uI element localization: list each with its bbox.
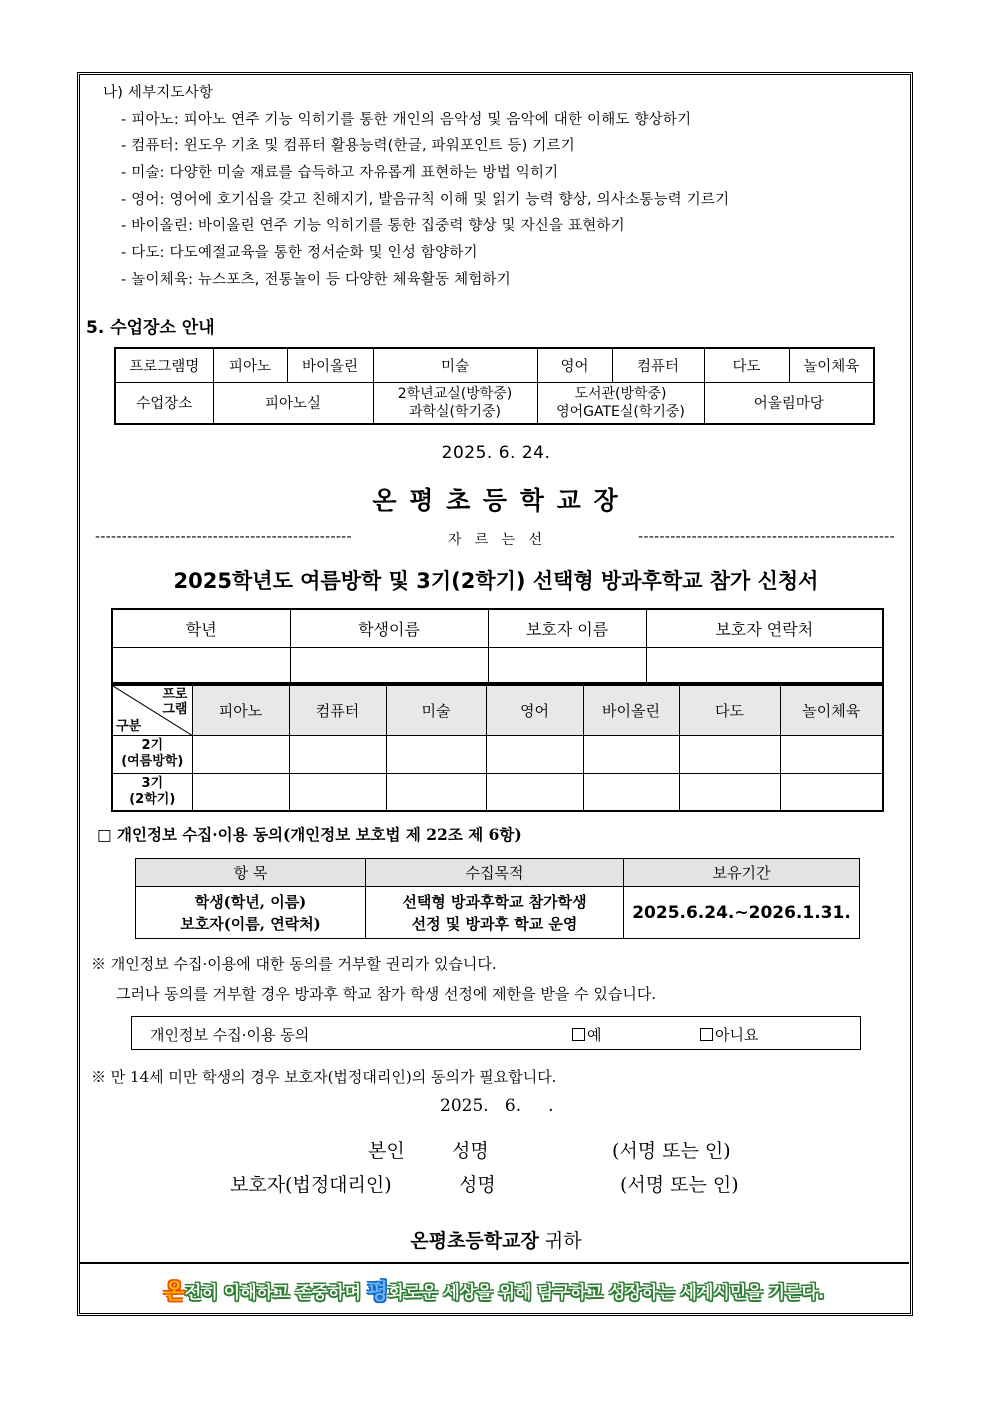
- venue-loc-art-vacation: 2학년교실(방학중): [397, 385, 513, 402]
- venue-loc-piano-violin: 피아노실: [213, 382, 373, 424]
- detail-item-english: - 영어: 영어에 호기심을 갖고 친해지기, 발음규칙 이해 및 읽기 능력 향상, 의사소통능력 기르기: [121, 192, 730, 208]
- detail-item-violin: - 바이올린: 바이올린 연주 기능 익히기를 통한 집중력 향상 및 자신을 표현하기: [121, 218, 625, 234]
- guardian-name-label: 성명: [459, 1174, 496, 1196]
- self-sign-hint: (서명 또는 인): [612, 1140, 731, 1162]
- detail-item-art: - 미술: 다양한 미술 재료를 습득하고 자유롭게 표현하는 방법 익히기: [121, 165, 559, 181]
- venue-header-location: 수업장소: [115, 382, 213, 424]
- program-header-piano: 피아노: [192, 685, 289, 735]
- privacy-header-purpose: 수집목적: [366, 859, 624, 887]
- recipient: [0, 1226, 992, 1253]
- privacy-header-item: 항 목: [136, 859, 366, 887]
- term2-pe-cell[interactable]: [780, 735, 883, 773]
- consent-no-checkbox[interactable]: [700, 1028, 713, 1041]
- detail-item-computer: - 컴퓨터: 윈도우 기초 및 컴퓨터 활용능력(한글, 파워포인트 등) 기르기: [121, 138, 575, 154]
- student-name-input[interactable]: [290, 647, 488, 683]
- venue-title: 5. 수업장소 안내: [86, 318, 215, 338]
- term3-piano-cell[interactable]: [192, 773, 289, 811]
- term3-violin-cell[interactable]: [583, 773, 679, 811]
- guardian-label: 보호자(법정대리인): [230, 1174, 392, 1196]
- term2-art-cell[interactable]: [386, 735, 486, 773]
- venue-program-computer: 컴퓨터: [612, 348, 704, 382]
- header-guardian-contact: 보호자 연락처: [646, 609, 883, 647]
- recipient-school: 온평초등학교장: [410, 1230, 539, 1252]
- term3-tea-cell[interactable]: [679, 773, 780, 811]
- consent-box: [131, 1016, 861, 1050]
- privacy-title: □ 개인정보 수집·이용 동의(개인정보 보호법 제 22조 제 6항): [97, 825, 522, 844]
- privacy-purpose: [366, 887, 624, 939]
- venue-table: [114, 347, 875, 425]
- program-select-table: [111, 684, 884, 812]
- privacy-note-restriction: 그러나 동의를 거부할 경우 방과후 학교 참가 학생 선정에 제한을 받을 수 있습니다.: [116, 985, 657, 1003]
- cut-line-label: 자 르 는 선: [447, 532, 543, 548]
- venue-program-piano: 피아노: [213, 348, 287, 382]
- detail-item-tea: - 다도: 다도예절교육을 통한 정서순화 및 인성 함양하기: [121, 245, 478, 261]
- venue-loc-english-computer: [537, 382, 704, 424]
- notice-date: 2025. 6. 24.: [441, 443, 551, 463]
- program-header-violin: 바이올린: [583, 685, 679, 735]
- cut-line: [95, 529, 895, 549]
- row-label-term2: 2기 (여름방학): [112, 735, 192, 773]
- privacy-item-guardian: 보호자(이름, 연락처): [180, 914, 321, 933]
- row-label-term3: 3기 (2학기): [112, 773, 192, 811]
- guardian-sign-hint: (서명 또는 인): [620, 1174, 739, 1196]
- venue-loc-art-semester: 과학실(학기중): [408, 403, 502, 420]
- venue-loc-tea-pe: 어울림마당: [704, 382, 874, 424]
- recipient-suffix: 귀하: [538, 1230, 582, 1252]
- guardian-contact-input[interactable]: [646, 647, 883, 683]
- term2-tea-cell[interactable]: [679, 735, 780, 773]
- diagonal-header: [112, 685, 192, 735]
- program-header-english: 영어: [486, 685, 583, 735]
- program-header-tea: 다도: [679, 685, 780, 735]
- self-label: 본인: [368, 1140, 405, 1162]
- details-heading: 나) 세부지도사항: [103, 85, 214, 101]
- consent-yes-checkbox[interactable]: [572, 1028, 585, 1041]
- venue-program-art: 미술: [373, 348, 537, 382]
- venue-program-tea: 다도: [704, 348, 789, 382]
- consent-label: 개인정보 수집·이용 동의: [150, 1026, 310, 1044]
- venue-loc-english-semester: 영어GATE실(학기중): [556, 403, 685, 420]
- term2-english-cell[interactable]: [486, 735, 583, 773]
- privacy-items: [136, 887, 366, 939]
- privacy-purpose-line2: 선정 및 방과후 학교 운영: [411, 914, 578, 933]
- application-title: 2025학년도 여름방학 및 3기(2학기) 선택형 방과후학교 참가 신청서: [173, 569, 819, 593]
- motto-char-pyeong: 평: [366, 1279, 389, 1305]
- signature-date: 2025. 6. .: [440, 1096, 554, 1116]
- privacy-period: 2025.6.24.~2026.1.31.: [624, 887, 860, 939]
- header-guardian-name: 보호자 이름: [488, 609, 646, 647]
- venue-header-program: 프로그램명: [115, 348, 213, 382]
- venue-program-violin: 바이올린: [287, 348, 373, 382]
- self-name-label: 성명: [452, 1140, 489, 1162]
- venue-loc-english-vacation: 도서관(방학중): [574, 385, 667, 402]
- term2-piano-cell[interactable]: [192, 735, 289, 773]
- privacy-item-student: 학생(학년, 이름): [194, 892, 307, 911]
- principal-title: 온 평 초 등 학 교 장: [372, 486, 620, 515]
- consent-no-label: 아니요: [715, 1026, 759, 1044]
- school-motto-banner: [79, 1262, 909, 1316]
- header-student-name: 학생이름: [290, 609, 488, 647]
- privacy-purpose-line1: 선택형 방과후학교 참가학생: [402, 892, 587, 911]
- age-note: ※ 만 14세 미만 학생의 경우 보호자(법정대리인)의 동의가 필요합니다.: [91, 1068, 557, 1086]
- consent-yes-label: 예: [587, 1026, 602, 1044]
- detail-item-piano: - 피아노: 피아노 연주 기능 익히기를 통한 개인의 음악성 및 음악에 대한 이해도 향상하기: [121, 112, 692, 128]
- venue-loc-art: [373, 382, 537, 424]
- term3-computer-cell[interactable]: [289, 773, 386, 811]
- cut-line-dashes-right: ------------------------------------------------: [638, 529, 895, 545]
- student-info-table: [111, 608, 884, 684]
- header-grade: 학년: [112, 609, 290, 647]
- diagonal-category-label: 구분: [116, 718, 142, 734]
- term2-computer-cell[interactable]: [289, 735, 386, 773]
- privacy-note-right: ※ 개인정보 수집·이용에 대한 동의를 거부할 권리가 있습니다.: [91, 955, 497, 973]
- motto-char-on: 온: [163, 1279, 185, 1305]
- term3-english-cell[interactable]: [486, 773, 583, 811]
- term3-pe-cell[interactable]: [780, 773, 883, 811]
- consent-yes-option[interactable]: [572, 1024, 602, 1045]
- venue-program-pe: 놀이체육: [789, 348, 874, 382]
- cut-line-dashes-left: ------------------------------------------------: [95, 529, 352, 545]
- venue-program-english: 영어: [537, 348, 612, 382]
- guardian-name-input[interactable]: [488, 647, 646, 683]
- program-header-pe: 놀이체육: [780, 685, 883, 735]
- term2-violin-cell[interactable]: [583, 735, 679, 773]
- diagonal-program-label: 프로 그램: [162, 687, 188, 717]
- term3-art-cell[interactable]: [386, 773, 486, 811]
- detail-item-pe: - 놀이체육: 뉴스포츠, 전통놀이 등 다양한 체육활동 체험하기: [121, 272, 511, 288]
- motto-text-1: 전히 이해하고 존중하며: [184, 1282, 367, 1303]
- grade-input[interactable]: [112, 647, 290, 683]
- consent-no-option[interactable]: [700, 1024, 758, 1045]
- privacy-header-period: 보유기간: [624, 859, 860, 887]
- program-header-computer: 컴퓨터: [289, 685, 386, 735]
- privacy-table: [135, 858, 860, 939]
- motto-text-2: 화로운 세상을 위해 탐구하고 성장하는 세계시민을 기른다.: [388, 1282, 825, 1303]
- program-header-art: 미술: [386, 685, 486, 735]
